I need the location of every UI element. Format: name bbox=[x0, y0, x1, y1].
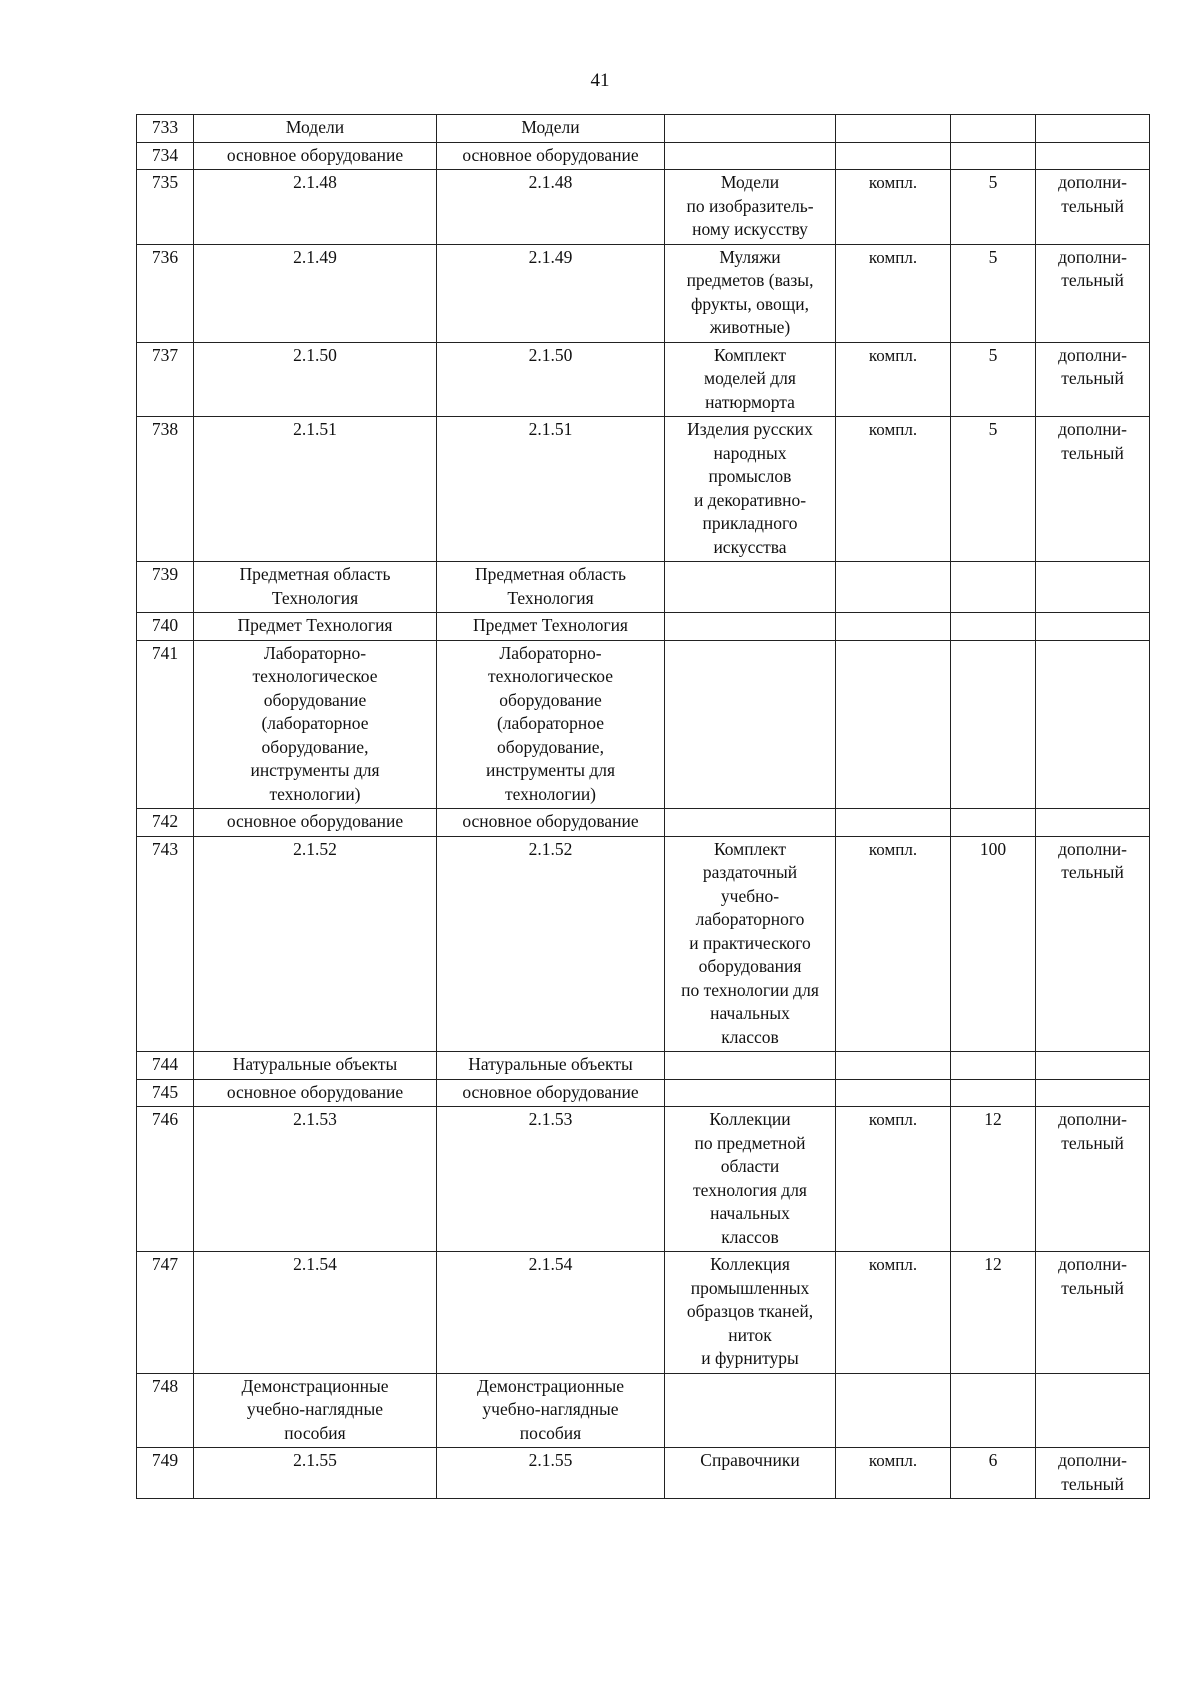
section-code-duplicate-cell: Лабораторно- технологическое оборудование (лабораторное оборудование, инструменты для технологии) bbox=[437, 640, 665, 809]
table-row bbox=[137, 640, 1150, 809]
table-row bbox=[137, 342, 1150, 417]
unit-cell: компл. bbox=[836, 1252, 951, 1374]
section-code-duplicate-cell: 2.1.52 bbox=[437, 836, 665, 1052]
row-number-cell: 745 bbox=[137, 1079, 194, 1107]
equipment-type-cell bbox=[1036, 1373, 1150, 1448]
section-code-cell: основное оборудование bbox=[194, 809, 437, 837]
item-name-cell bbox=[665, 115, 836, 143]
item-name-cell bbox=[665, 562, 836, 613]
quantity-cell bbox=[951, 809, 1036, 837]
unit-cell bbox=[836, 562, 951, 613]
quantity-cell: 5 bbox=[951, 417, 1036, 562]
equipment-type-cell: дополни- тельный bbox=[1036, 170, 1150, 245]
section-code-duplicate-cell: 2.1.49 bbox=[437, 244, 665, 342]
equipment-type-cell bbox=[1036, 613, 1150, 641]
table-row bbox=[137, 1448, 1150, 1499]
section-code-duplicate-cell: 2.1.54 bbox=[437, 1252, 665, 1374]
row-number-cell: 736 bbox=[137, 244, 194, 342]
section-code-cell: основное оборудование bbox=[194, 1079, 437, 1107]
item-name-cell bbox=[665, 142, 836, 170]
section-code-cell: Предмет Технология bbox=[194, 613, 437, 641]
table-row bbox=[137, 1373, 1150, 1448]
row-number-cell: 747 bbox=[137, 1252, 194, 1374]
unit-cell: компл. bbox=[836, 836, 951, 1052]
table-row bbox=[137, 613, 1150, 641]
table-row bbox=[137, 115, 1150, 143]
unit-cell: компл. bbox=[836, 170, 951, 245]
quantity-cell: 100 bbox=[951, 836, 1036, 1052]
quantity-cell: 12 bbox=[951, 1107, 1036, 1252]
section-code-duplicate-cell: Натуральные объекты bbox=[437, 1052, 665, 1080]
item-name-cell: Комплект моделей для натюрморта bbox=[665, 342, 836, 417]
page-number: 41 bbox=[590, 70, 610, 91]
quantity-cell bbox=[951, 1373, 1036, 1448]
item-name-cell bbox=[665, 1079, 836, 1107]
unit-cell: компл. bbox=[836, 244, 951, 342]
section-code-cell: Натуральные объекты bbox=[194, 1052, 437, 1080]
quantity-cell: 5 bbox=[951, 170, 1036, 245]
unit-cell bbox=[836, 613, 951, 641]
section-code-duplicate-cell: 2.1.55 bbox=[437, 1448, 665, 1499]
table-row bbox=[137, 417, 1150, 562]
table-row bbox=[137, 1079, 1150, 1107]
row-number-cell: 738 bbox=[137, 417, 194, 562]
section-code-cell: 2.1.49 bbox=[194, 244, 437, 342]
table-row bbox=[137, 170, 1150, 245]
item-name-cell bbox=[665, 1373, 836, 1448]
quantity-cell bbox=[951, 115, 1036, 143]
unit-cell bbox=[836, 1052, 951, 1080]
item-name-cell: Коллекция промышленных образцов тканей, ниток и фурнитуры bbox=[665, 1252, 836, 1374]
section-code-duplicate-cell: основное оборудование bbox=[437, 809, 665, 837]
unit-cell bbox=[836, 142, 951, 170]
equipment-type-cell: дополни- тельный bbox=[1036, 1252, 1150, 1374]
equipment-type-cell bbox=[1036, 115, 1150, 143]
unit-cell bbox=[836, 640, 951, 809]
section-code-duplicate-cell: основное оборудование bbox=[437, 1079, 665, 1107]
row-number-cell: 733 bbox=[137, 115, 194, 143]
row-number-cell: 749 bbox=[137, 1448, 194, 1499]
quantity-cell: 5 bbox=[951, 244, 1036, 342]
item-name-cell: Справочники bbox=[665, 1448, 836, 1499]
section-code-cell: Модели bbox=[194, 115, 437, 143]
row-number-cell: 742 bbox=[137, 809, 194, 837]
section-code-duplicate-cell: Предметная область Технология bbox=[437, 562, 665, 613]
equipment-type-cell bbox=[1036, 142, 1150, 170]
section-code-duplicate-cell: 2.1.53 bbox=[437, 1107, 665, 1252]
item-name-cell bbox=[665, 613, 836, 641]
table-row bbox=[137, 244, 1150, 342]
item-name-cell: Муляжи предметов (вазы, фрукты, овощи, животные) bbox=[665, 244, 836, 342]
equipment-type-cell bbox=[1036, 809, 1150, 837]
unit-cell: компл. bbox=[836, 342, 951, 417]
equipment-type-cell: дополни- тельный bbox=[1036, 836, 1150, 1052]
table-row bbox=[137, 142, 1150, 170]
row-number-cell: 739 bbox=[137, 562, 194, 613]
unit-cell: компл. bbox=[836, 1448, 951, 1499]
table-row bbox=[137, 562, 1150, 613]
table-row bbox=[137, 1052, 1150, 1080]
item-name-cell bbox=[665, 640, 836, 809]
equipment-type-cell: дополни- тельный bbox=[1036, 1448, 1150, 1499]
equipment-type-cell: дополни- тельный bbox=[1036, 417, 1150, 562]
section-code-cell: 2.1.50 bbox=[194, 342, 437, 417]
section-code-duplicate-cell: основное оборудование bbox=[437, 142, 665, 170]
row-number-cell: 735 bbox=[137, 170, 194, 245]
quantity-cell bbox=[951, 562, 1036, 613]
section-code-cell: 2.1.48 bbox=[194, 170, 437, 245]
row-number-cell: 734 bbox=[137, 142, 194, 170]
unit-cell bbox=[836, 115, 951, 143]
table-row bbox=[137, 1107, 1150, 1252]
equipment-table bbox=[136, 114, 1150, 1499]
section-code-cell: Предметная область Технология bbox=[194, 562, 437, 613]
equipment-type-cell: дополни- тельный bbox=[1036, 244, 1150, 342]
row-number-cell: 744 bbox=[137, 1052, 194, 1080]
equipment-type-cell bbox=[1036, 1079, 1150, 1107]
table-body bbox=[137, 115, 1150, 1499]
section-code-cell: 2.1.55 bbox=[194, 1448, 437, 1499]
equipment-type-cell: дополни- тельный bbox=[1036, 1107, 1150, 1252]
item-name-cell: Коллекции по предметной области технология для начальных классов bbox=[665, 1107, 836, 1252]
unit-cell: компл. bbox=[836, 1107, 951, 1252]
section-code-duplicate-cell: 2.1.51 bbox=[437, 417, 665, 562]
unit-cell bbox=[836, 809, 951, 837]
row-number-cell: 740 bbox=[137, 613, 194, 641]
quantity-cell bbox=[951, 142, 1036, 170]
equipment-type-cell: дополни- тельный bbox=[1036, 342, 1150, 417]
row-number-cell: 748 bbox=[137, 1373, 194, 1448]
item-name-cell bbox=[665, 1052, 836, 1080]
row-number-cell: 743 bbox=[137, 836, 194, 1052]
row-number-cell: 737 bbox=[137, 342, 194, 417]
item-name-cell: Комплект раздаточный учебно- лабораторного и практического оборудования по технологии для начальных классов bbox=[665, 836, 836, 1052]
equipment-type-cell bbox=[1036, 640, 1150, 809]
unit-cell bbox=[836, 1373, 951, 1448]
quantity-cell bbox=[951, 613, 1036, 641]
section-code-cell: 2.1.54 bbox=[194, 1252, 437, 1374]
quantity-cell: 12 bbox=[951, 1252, 1036, 1374]
quantity-cell bbox=[951, 1052, 1036, 1080]
quantity-cell bbox=[951, 640, 1036, 809]
quantity-cell: 5 bbox=[951, 342, 1036, 417]
section-code-cell: Демонстрационные учебно-наглядные пособия bbox=[194, 1373, 437, 1448]
section-code-cell: основное оборудование bbox=[194, 142, 437, 170]
table-row bbox=[137, 1252, 1150, 1374]
table-row bbox=[137, 836, 1150, 1052]
section-code-cell: 2.1.53 bbox=[194, 1107, 437, 1252]
unit-cell bbox=[836, 1079, 951, 1107]
quantity-cell bbox=[951, 1079, 1036, 1107]
row-number-cell: 746 bbox=[137, 1107, 194, 1252]
section-code-cell: 2.1.51 bbox=[194, 417, 437, 562]
equipment-type-cell bbox=[1036, 1052, 1150, 1080]
item-name-cell: Модели по изобразитель- ному искусству bbox=[665, 170, 836, 245]
section-code-duplicate-cell: Предмет Технология bbox=[437, 613, 665, 641]
section-code-duplicate-cell: 2.1.48 bbox=[437, 170, 665, 245]
section-code-duplicate-cell: 2.1.50 bbox=[437, 342, 665, 417]
section-code-duplicate-cell: Демонстрационные учебно-наглядные пособия bbox=[437, 1373, 665, 1448]
row-number-cell: 741 bbox=[137, 640, 194, 809]
item-name-cell: Изделия русских народных промыслов и декоративно- прикладного искусства bbox=[665, 417, 836, 562]
section-code-cell: Лабораторно- технологическое оборудование (лабораторное оборудование, инструменты для технологии) bbox=[194, 640, 437, 809]
table-row bbox=[137, 809, 1150, 837]
quantity-cell: 6 bbox=[951, 1448, 1036, 1499]
section-code-cell: 2.1.52 bbox=[194, 836, 437, 1052]
unit-cell: компл. bbox=[836, 417, 951, 562]
item-name-cell bbox=[665, 809, 836, 837]
equipment-type-cell bbox=[1036, 562, 1150, 613]
section-code-duplicate-cell: Модели bbox=[437, 115, 665, 143]
